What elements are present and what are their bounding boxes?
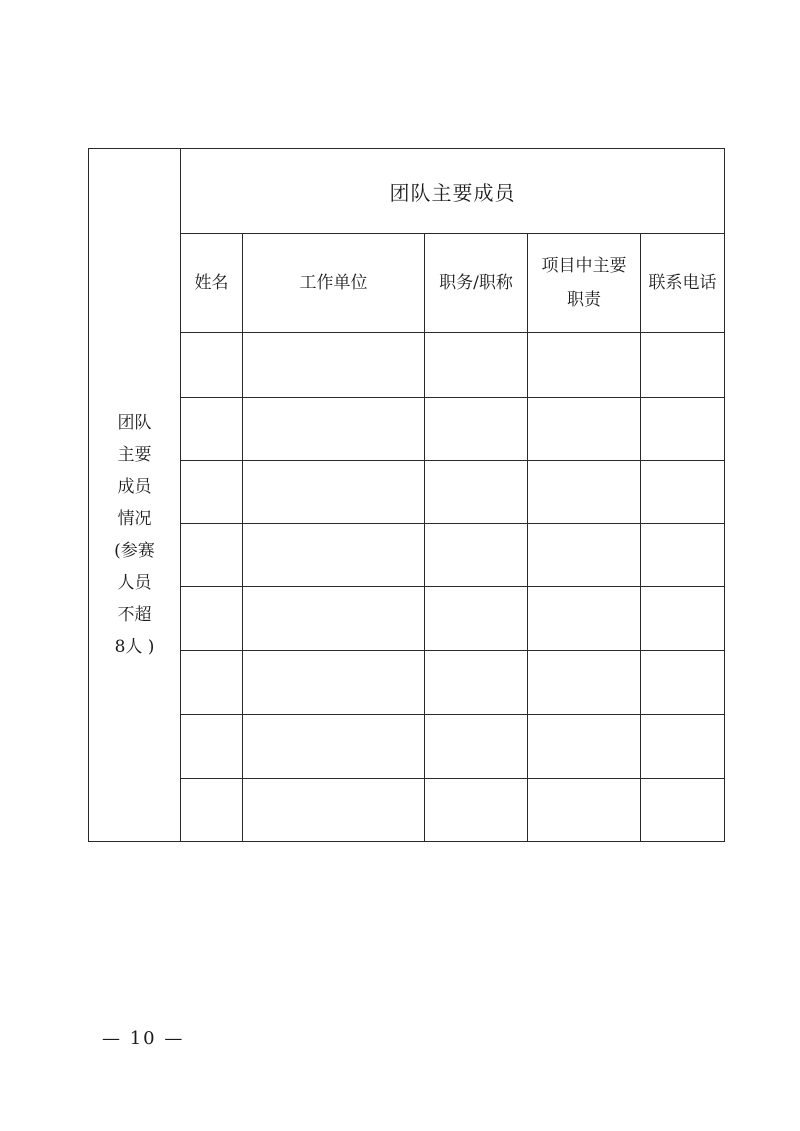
side-label-line: 团队 (117, 413, 152, 433)
table-row (89, 460, 725, 523)
table-row (89, 332, 725, 397)
column-header-project-role: 项目中主要职责 (528, 234, 641, 332)
position-cell[interactable] (425, 460, 528, 523)
project-role-cell[interactable] (528, 397, 641, 460)
employer-cell[interactable] (243, 332, 425, 397)
side-label-line: 不超 (117, 605, 152, 625)
table-row (89, 778, 725, 841)
name-cell[interactable] (181, 460, 243, 523)
position-cell[interactable] (425, 524, 528, 587)
project-role-cell[interactable] (528, 651, 641, 714)
position-cell[interactable] (425, 397, 528, 460)
position-cell[interactable] (425, 587, 528, 651)
side-label (89, 149, 181, 842)
table-row (89, 651, 725, 714)
column-header-name: 姓名 (181, 234, 243, 332)
phone-cell[interactable] (641, 397, 725, 460)
column-header-employer: 工作单位 (243, 234, 425, 332)
table-row (89, 524, 725, 587)
project-role-cell[interactable] (528, 460, 641, 523)
employer-cell[interactable] (243, 397, 425, 460)
table-row (89, 714, 725, 778)
team-members-table (88, 148, 725, 842)
project-role-cell[interactable] (528, 587, 641, 651)
position-cell[interactable] (425, 778, 528, 841)
name-cell[interactable] (181, 714, 243, 778)
employer-cell[interactable] (243, 778, 425, 841)
employer-cell[interactable] (243, 524, 425, 587)
name-cell[interactable] (181, 651, 243, 714)
name-cell[interactable] (181, 778, 243, 841)
side-label-line: (参赛 (114, 541, 155, 561)
table-row (89, 587, 725, 651)
phone-cell[interactable] (641, 651, 725, 714)
phone-cell[interactable] (641, 778, 725, 841)
side-label-line: 主要 (117, 445, 152, 465)
project-role-cell[interactable] (528, 332, 641, 397)
phone-cell[interactable] (641, 332, 725, 397)
side-label-line: 8人 ) (114, 637, 155, 657)
phone-cell[interactable] (641, 587, 725, 651)
employer-cell[interactable] (243, 460, 425, 523)
employer-cell[interactable] (243, 714, 425, 778)
position-cell[interactable] (425, 332, 528, 397)
employer-cell[interactable] (243, 651, 425, 714)
project-role-cell[interactable] (528, 524, 641, 587)
position-cell[interactable] (425, 651, 528, 714)
table-row (89, 397, 725, 460)
phone-cell[interactable] (641, 524, 725, 587)
column-header-position: 职务/职称 (425, 234, 528, 332)
name-cell[interactable] (181, 587, 243, 651)
side-label-line: 成员 (117, 477, 152, 497)
phone-cell[interactable] (641, 460, 725, 523)
name-cell[interactable] (181, 397, 243, 460)
section-title: 团队主要成员 (181, 149, 725, 234)
side-label-line: 人员 (117, 573, 152, 593)
project-role-cell[interactable] (528, 778, 641, 841)
name-cell[interactable] (181, 524, 243, 587)
name-cell[interactable] (181, 332, 243, 397)
phone-cell[interactable] (641, 714, 725, 778)
employer-cell[interactable] (243, 587, 425, 651)
project-role-cell[interactable] (528, 714, 641, 778)
side-label-line: 情况 (117, 509, 152, 529)
position-cell[interactable] (425, 714, 528, 778)
page-number: — 10 — (102, 1028, 185, 1049)
column-header-phone: 联系电话 (641, 234, 725, 332)
